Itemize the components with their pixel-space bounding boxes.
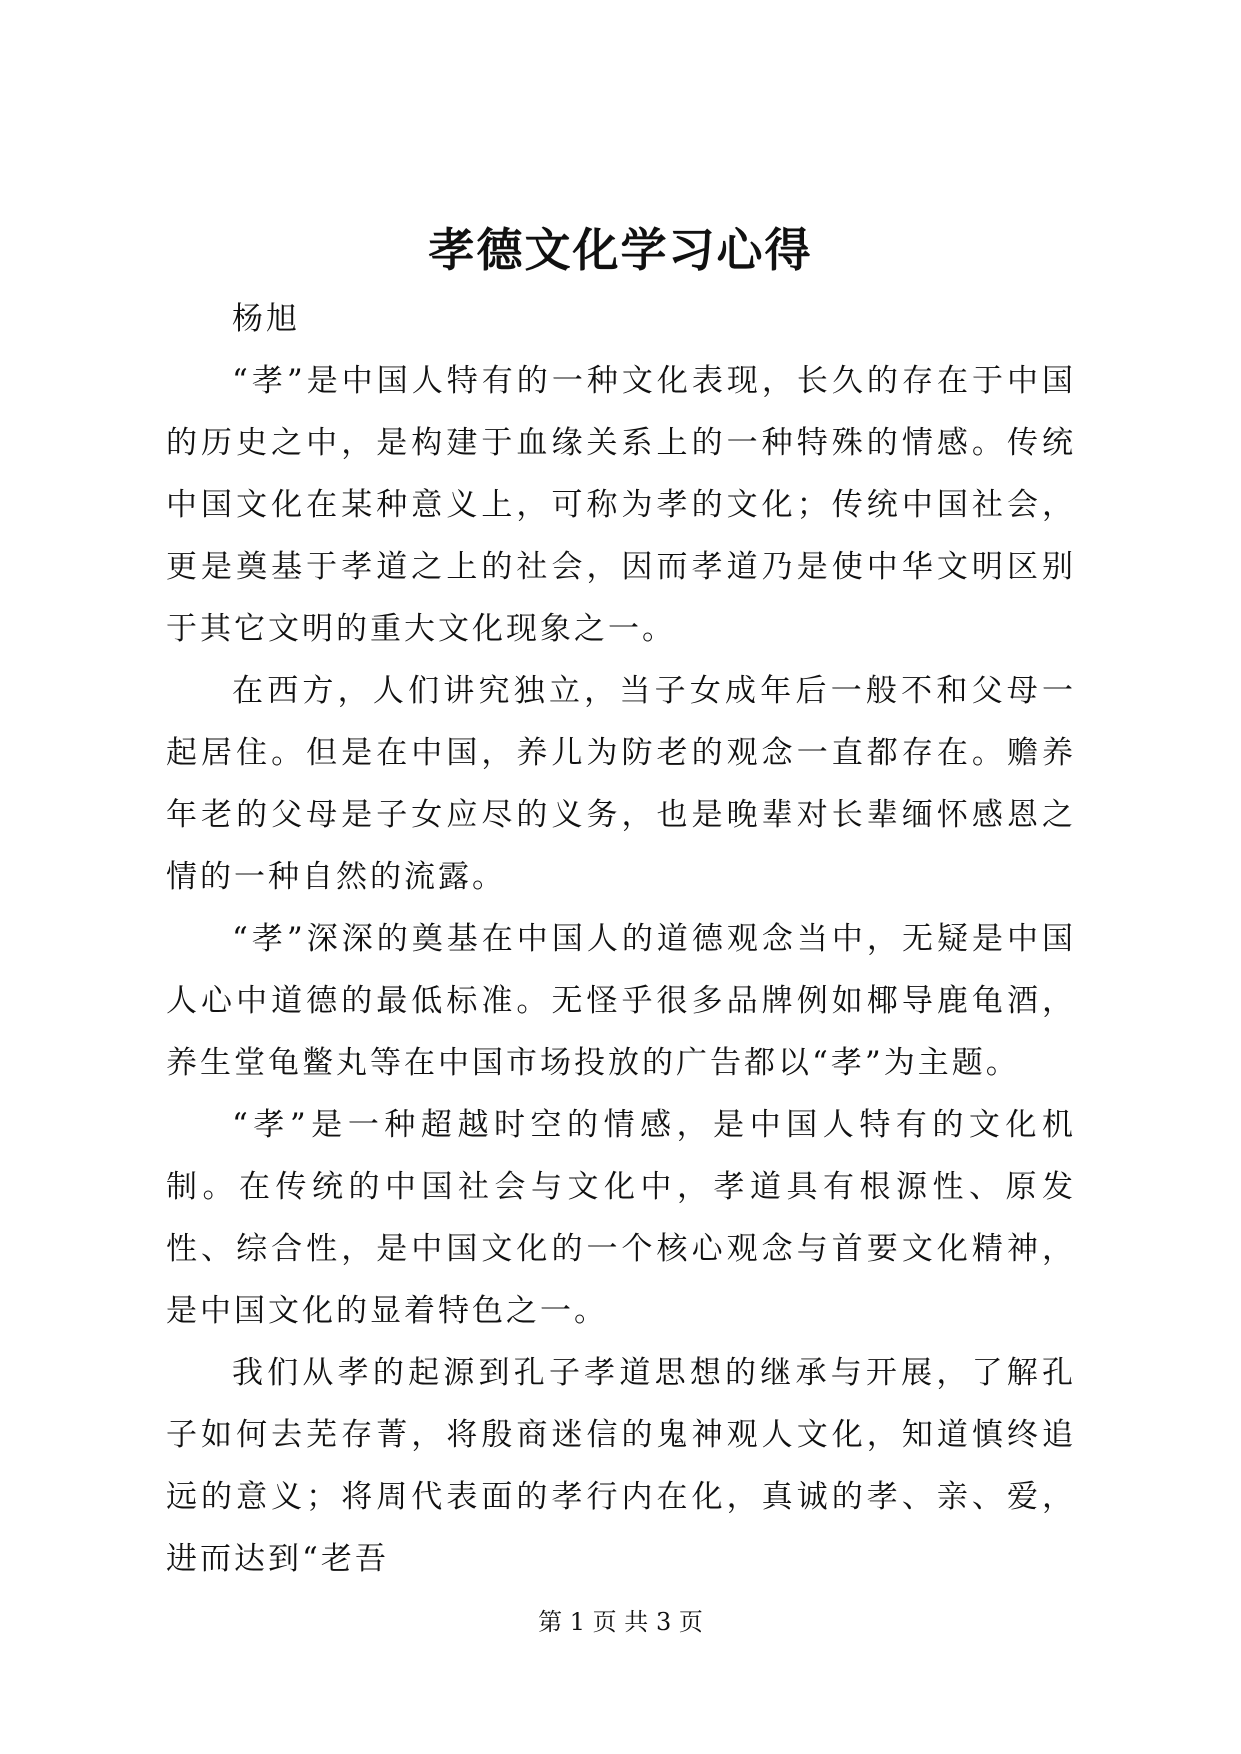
paragraph-3: “孝”深深的奠基在中国人的道德观念当中，无疑是中国人心中道德的最低标准。无怪乎很多品牌例如椰导鹿龟酒，养生堂龟鳖丸等在中国市场投放的广告都以“孝”为主题。 [166,921,1076,1081]
paragraph-4: “孝”是一种超越时空的情感，是中国人特有的文化机制。在传统的中国社会与文化中，孝道具有根源性、原发性、综合性，是中国文化的一个核心观念与首要文化精神，是中国文化的显着特色之一。 [166,1107,1076,1329]
author-name: 杨旭 [232,301,300,337]
paragraph-2: 在西方，人们讲究独立，当子女成年后一般不和父母一起居住。但是在中国，养儿为防老的观念一直都存在。赡养年老的父母是子女应尽的义务，也是晚辈对长辈缅怀感恩之情的一种自然的流露。 [166,673,1076,895]
page-number-footer: 第 1 页 共 3 页 [538,1608,703,1636]
document-body [166,288,1076,1590]
paragraph-5: 我们从孝的起源到孔子孝道思想的继承与开展，了解孔子如何去芜存菁，将殷商迷信的鬼神观人文化，知道慎终追远的意义；将周代表面的孝行内在化，真诚的孝、亲、爱，进而达到“老吾 [166,1355,1076,1577]
paragraph-1: “孝”是中国人特有的一种文化表现，长久的存在于中国的历史之中，是构建于血缘关系上的一种特殊的情感。传统中国文化在某种意义上，可称为孝的文化；传统中国社会，更是奠基于孝道之上的社会，因而孝道乃是使中华文明区别于其它文明的重大文化现象之一。 [166,363,1076,647]
document-title: 孝德文化学习心得 [428,223,813,277]
